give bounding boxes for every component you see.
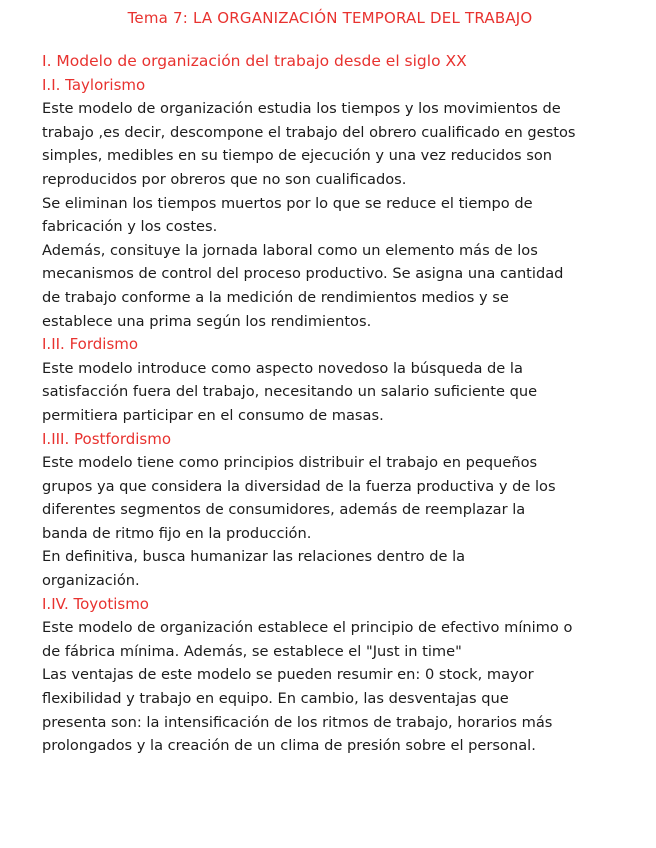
subsection (42, 74, 626, 334)
subsection-heading: I.IV. Toyotismo (42, 594, 149, 613)
sections-container (42, 74, 626, 758)
text-line: Se eliminan los tiempos muertos por lo que se reduce el tiempo de (42, 194, 533, 212)
text-line: flexibilidad y trabajo en equipo. En cambio, las desventajas que (42, 690, 509, 708)
paragraph (42, 616, 626, 663)
text-line: presenta son: la intensificación de los ritmos de trabajo, horarios más (42, 713, 553, 731)
text-line: diferentes segmentos de consumidores, además de reemplazar la (42, 501, 526, 519)
text-line: trabajo ,es decir, descompone el trabajo del obrero cualificado en gestos (42, 123, 576, 141)
subsection (42, 333, 626, 427)
text-line: de trabajo conforme a la medición de rendimientos medios y se (42, 288, 509, 306)
text-line: fabricación y los costes. (42, 218, 218, 236)
text-line: Además, consituye la jornada laboral como un elemento más de los (42, 241, 538, 259)
paragraph (42, 97, 626, 191)
subsection (42, 428, 626, 593)
text-line: grupos ya que considera la diversidad de la fuerza productiva y de los (42, 477, 556, 495)
paragraph (42, 192, 626, 239)
paragraph (42, 357, 626, 428)
text-line: En definitiva, busca humanizar las relaciones dentro de la (42, 548, 466, 566)
text-line: establece una prima según los rendimientos. (42, 312, 372, 330)
page-title: Tema 7: LA ORGANIZACIÓN TEMPORAL DEL TRABAJO (127, 9, 533, 27)
subsection-heading: I.II. Fordismo (42, 335, 139, 354)
text-line: Este modelo tiene como principios distribuir el trabajo en pequeños (42, 454, 538, 472)
text-line: prolongados y la creación de un clima de presión sobre el personal. (42, 737, 536, 755)
subsection-heading: I.III. Postfordismo (42, 429, 172, 448)
text-line: Este modelo de organización estudia los tiempos y los movimientos de (42, 100, 561, 118)
text-line: de fábrica mínima. Además, se establece el "Just in time" (42, 642, 462, 660)
text-line: reproducidos por obreros que no son cualificados. (42, 170, 407, 188)
subsection-heading: I.I. Taylorismo (42, 75, 146, 94)
text-line: mecanismos de control del proceso productivo. Se asigna una cantidad (42, 265, 564, 283)
text-line: banda de ritmo fijo en la producción. (42, 524, 312, 542)
text-line: permitiera participar en el consumo de masas. (42, 406, 384, 424)
paragraph (42, 663, 626, 757)
paragraph (42, 239, 626, 333)
text-line: Este modelo introduce como aspecto novedoso la búsqueda de la (42, 359, 523, 377)
text-line: organización. (42, 572, 140, 590)
paragraph (42, 545, 626, 592)
section-heading: I. Modelo de organización del trabajo desde el siglo XX (42, 52, 467, 70)
subsection (42, 593, 626, 758)
text-line: simples, medibles en su tiempo de ejecución y una vez reducidos son (42, 147, 553, 165)
paragraph (42, 451, 626, 545)
text-line: Las ventajas de este modelo se pueden resumir en: 0 stock, mayor (42, 666, 534, 684)
text-line: Este modelo de organización establece el principio de efectivo mínimo o (42, 619, 573, 637)
text-line: satisfacción fuera del trabajo, necesitando un salario suficiente que (42, 383, 538, 401)
